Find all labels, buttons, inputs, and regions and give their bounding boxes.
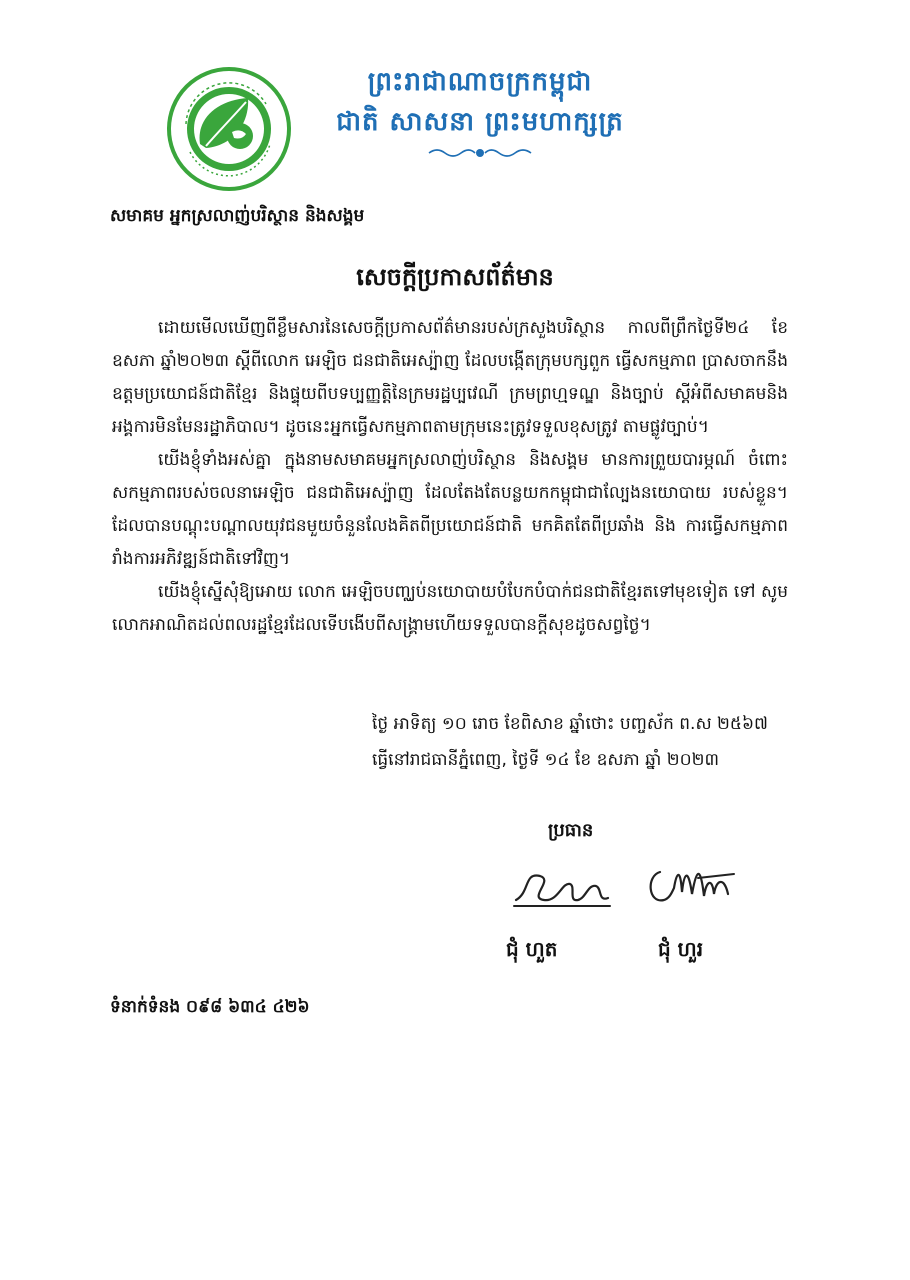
- kingdom-line-2: ជាតិ សាសនា ព្រះមហាក្សត្រ: [336, 107, 624, 137]
- document-title: សេចក្តីប្រកាសព័ត៌មាន: [356, 263, 554, 291]
- signatory-name-1: ជុំ ហួត: [506, 937, 558, 961]
- body-paragraph: ដោយមើលឃើញពីខ្លឹមសារនៃសេចក្តីប្រកាសព័ត៌មានរបស់ក្រសួងបរិស្ថាន កាលពីព្រឹកថ្ងៃទី២៤ ខែឧសភា ឆ្នាំ២០២៣ ស្តីពីលោក អេឡិច ជនជាតិអេស្ប៉ាញ ដែលបង្កើតក្រុមបក្សពួក ធ្វើសកម្មភាព ប្រាសចាកនឹងឧត្តមប្រយោជន៍ជាតិខ្មែរ និងផ្ទុយពីបទប្បញ្ញត្តិនៃក្រមរដ្ឋប្បវេណី ក្រមព្រហ្មទណ្ឌ និងច្បាប់ ស្តីអំពីសមាគមនិងអង្គការមិនមែនរដ្ឋាភិបាល។ ដូចនេះអ្នកធ្វើសកម្មភាពតាមក្រុមនេះត្រូវទទួលខុសត្រូវ តាមផ្លូវច្បាប់។: [112, 318, 788, 437]
- association-logo-icon: [166, 66, 292, 192]
- date-block: [372, 706, 792, 778]
- ornament-divider-icon: [425, 146, 535, 160]
- body-paragraph: យើងខ្ញុំស្នើសុំឱ្យអោយ លោក អេឡិចបញ្ឈប់នយោបាយបំបែកបំបាក់ជនជាតិខ្មែរតទៅមុខទៀត ទៅ សូមលោកអាណិតដល់ពលរដ្ឋខ្មែរដែលទើបងើបពីសង្គ្រាមហើយទទួលបានក្តីសុខដូចសព្វថ្ងៃ។: [112, 582, 788, 635]
- solar-date: ធ្វើនៅរាជធានីភ្នំពេញ, ថ្ងៃទី ១៤ ខែ ឧសភា ឆ្នាំ ២០២៣: [372, 750, 720, 770]
- signatory-name-2: ជុំ ហួរ: [658, 937, 704, 961]
- signature-1-icon: [510, 862, 620, 916]
- kingdom-header: [300, 62, 660, 160]
- contact-line: ទំនាក់ទំនង ០៩៨ ៦៣៤ ៤២៦: [110, 997, 310, 1017]
- association-name: សមាគម អ្នកស្រលាញ់បរិស្ថាន និងសង្គម: [110, 206, 365, 226]
- signature-2-icon: [642, 852, 742, 916]
- lunar-date: ថ្ងៃ អាទិត្យ ១០ រោច ខែពិសាខ ឆ្នាំថោះ បញ្ចស័ក ព.ស ២៥៦៧: [372, 714, 768, 734]
- kingdom-line-1: ព្រះរាជាណាចក្រកម្ពុជា: [367, 67, 593, 97]
- signatory-title: ប្រធាន: [548, 820, 594, 841]
- body-paragraph: យើងខ្ញុំទាំងអស់គ្នា ក្នុងនាមសមាគមអ្នកស្រលាញ់បរិស្ថាន និងសង្គម មានការព្រួយបារម្ភណ៍ ចំពោះសកម្មភាពរបស់ចលនាអេឡិច ជនជាតិអេស្ប៉ាញ ដែលតែងតែបន្លយកកម្ពុជាជាល្បែងនយោបាយ របស់ខ្លួន។ ដែលបានបណ្តុះបណ្តាលយុវជនមួយចំនួនលែងគិតពីប្រយោជន៍ជាតិ មកគិតតែពីប្រឆាំង និង ការធ្វើសកម្មភាពរាំងការអភិវឌ្ឍន៍ជាតិទៅវិញ។: [112, 450, 788, 569]
- document-body: [112, 312, 788, 642]
